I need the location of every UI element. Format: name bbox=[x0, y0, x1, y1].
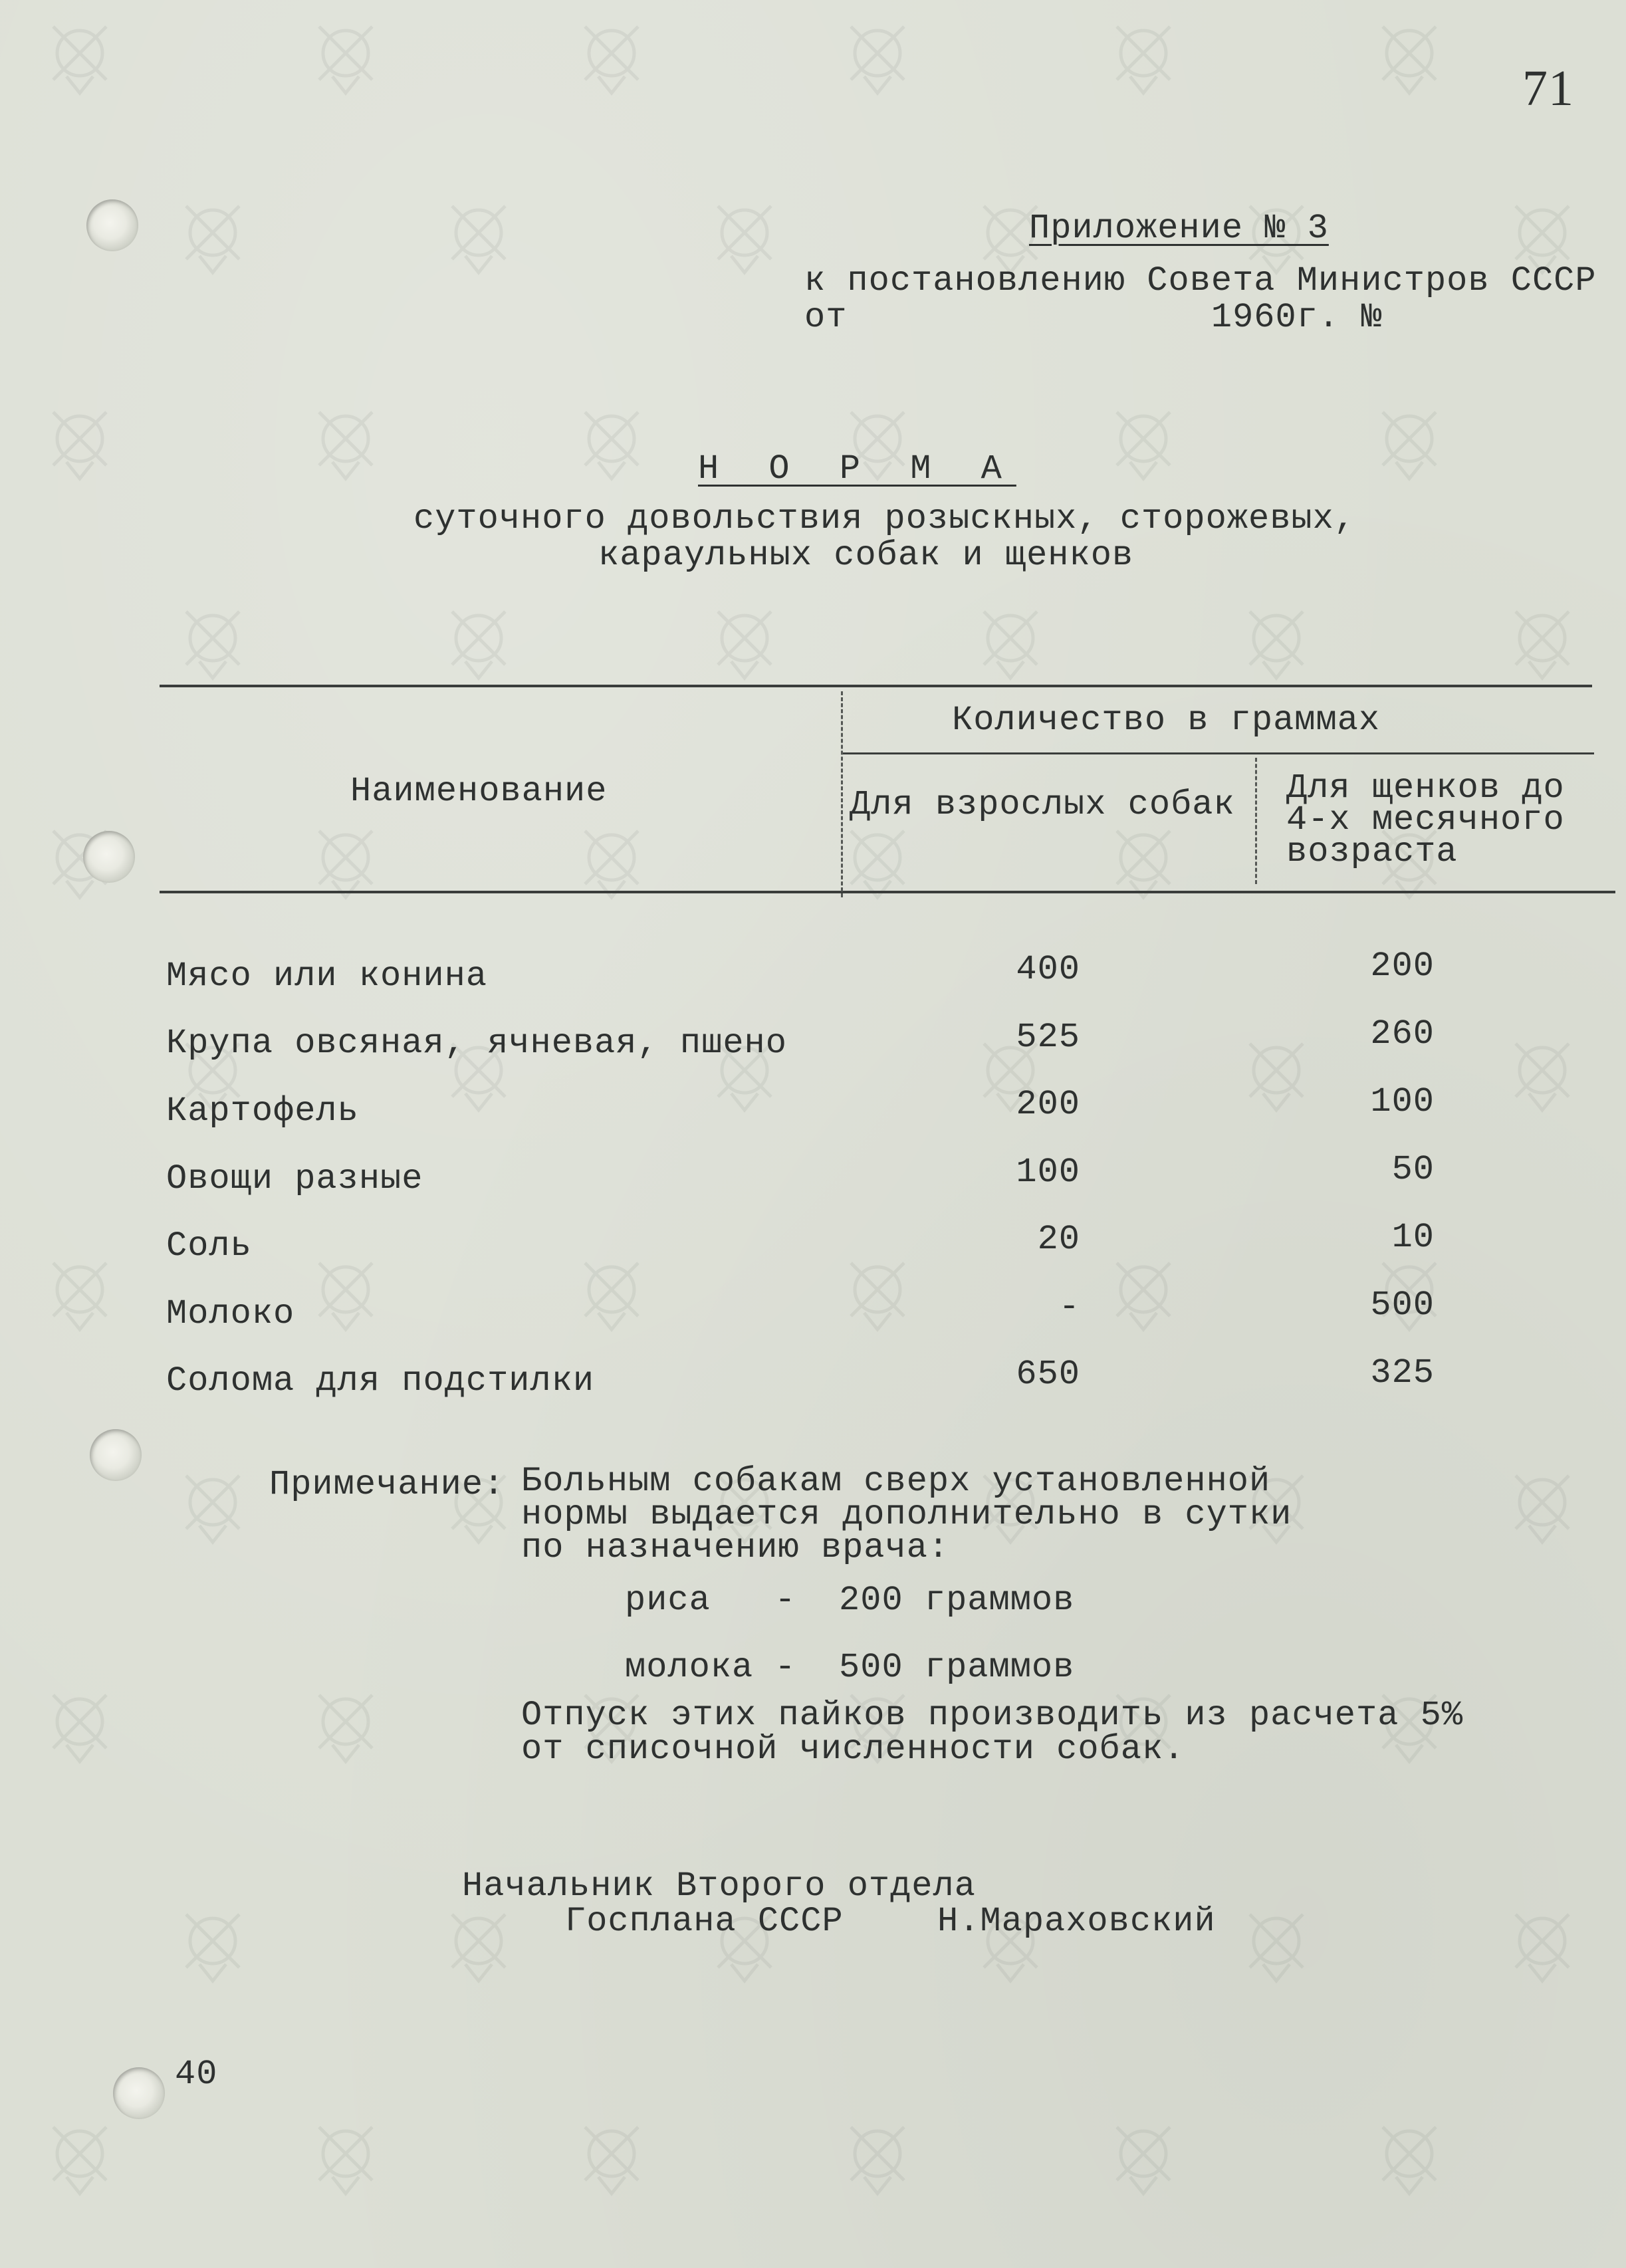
signature-position: Начальник Второго отдела bbox=[462, 1867, 976, 1906]
note-line-1: Больным собакам сверх установленной bbox=[521, 1462, 1271, 1501]
punch-hole-4 bbox=[113, 2067, 165, 2119]
row-adult-value: 200 bbox=[1016, 1085, 1080, 1124]
signature-name: Н.Мараховский bbox=[937, 1902, 1216, 1941]
row-adult-value: - bbox=[1058, 1288, 1080, 1327]
note-line-5: от списочной численности собак. bbox=[521, 1730, 1185, 1769]
table-column-divider-1 bbox=[841, 691, 843, 897]
row-puppy-value: 100 bbox=[1370, 1082, 1435, 1121]
table-column-divider-2 bbox=[1255, 758, 1257, 884]
decree-date-line: от 1960г. № bbox=[804, 298, 1383, 337]
bottom-number: 40 bbox=[175, 2055, 218, 2094]
document-subtitle-2: караульных собак и щенков bbox=[598, 536, 1134, 575]
row-puppy-value: 50 bbox=[1391, 1150, 1435, 1189]
row-puppy-value: 500 bbox=[1370, 1286, 1435, 1325]
table-top-rule bbox=[160, 685, 1592, 687]
row-puppy-value: 260 bbox=[1370, 1014, 1435, 1054]
column-header-quantity: Количество в граммах bbox=[952, 701, 1381, 740]
row-puppy-value: 10 bbox=[1391, 1218, 1435, 1257]
note-line-2: нормы выдается дополнительно в сутки bbox=[521, 1495, 1292, 1534]
punch-hole-2 bbox=[83, 831, 135, 883]
table-subheader-rule bbox=[843, 752, 1594, 754]
signature-organization: Госплана СССР bbox=[565, 1902, 844, 1941]
row-name: Мясо или конина bbox=[166, 957, 488, 996]
decree-line: к постановлению Совета Министров СССР bbox=[804, 261, 1597, 300]
column-header-puppy-line-3: возраста bbox=[1286, 832, 1458, 871]
column-header-name: Наименование bbox=[350, 772, 608, 811]
row-adult-value: 20 bbox=[1037, 1220, 1080, 1259]
row-adult-value: 400 bbox=[1016, 950, 1080, 989]
note-label: Примечание: bbox=[269, 1465, 505, 1504]
row-adult-value: 100 bbox=[1016, 1153, 1080, 1192]
row-name: Картофель bbox=[166, 1091, 359, 1131]
document-title: Н О Р М А bbox=[698, 449, 1016, 489]
row-name: Соль bbox=[166, 1226, 252, 1266]
page-number: 71 bbox=[1522, 60, 1574, 116]
column-header-puppy-line-2: 4-х месячного bbox=[1286, 800, 1565, 840]
row-name: Молоко bbox=[166, 1294, 295, 1333]
appendix-label: Приложение № 3 bbox=[1029, 209, 1329, 248]
punch-hole-1 bbox=[86, 199, 138, 251]
punch-hole-3 bbox=[90, 1429, 142, 1481]
row-name: Овощи разные bbox=[166, 1159, 423, 1198]
column-header-adult: Для взрослых собак bbox=[850, 785, 1235, 824]
note-item-rice: риса - 200 граммов bbox=[625, 1581, 1075, 1620]
row-adult-value: 650 bbox=[1016, 1355, 1080, 1394]
row-puppy-value: 200 bbox=[1370, 947, 1435, 986]
document-subtitle-1: суточного довольствия розыскных, сторожевых, bbox=[413, 499, 1356, 538]
note-line-3: по назначению врача: bbox=[521, 1528, 950, 1567]
column-header-puppy-line-1: Для щенков до bbox=[1286, 768, 1565, 808]
note-item-milk: молока - 500 граммов bbox=[625, 1648, 1075, 1687]
row-puppy-value: 325 bbox=[1370, 1353, 1435, 1393]
table-header-bottom-rule bbox=[160, 891, 1615, 893]
row-name: Солома для подстилки bbox=[166, 1361, 595, 1401]
note-line-4: Отпуск этих пайков производить из расчета 5% bbox=[521, 1696, 1464, 1735]
row-adult-value: 525 bbox=[1016, 1018, 1080, 1057]
row-name: Крупа овсяная, ячневая, пшено bbox=[166, 1024, 787, 1063]
